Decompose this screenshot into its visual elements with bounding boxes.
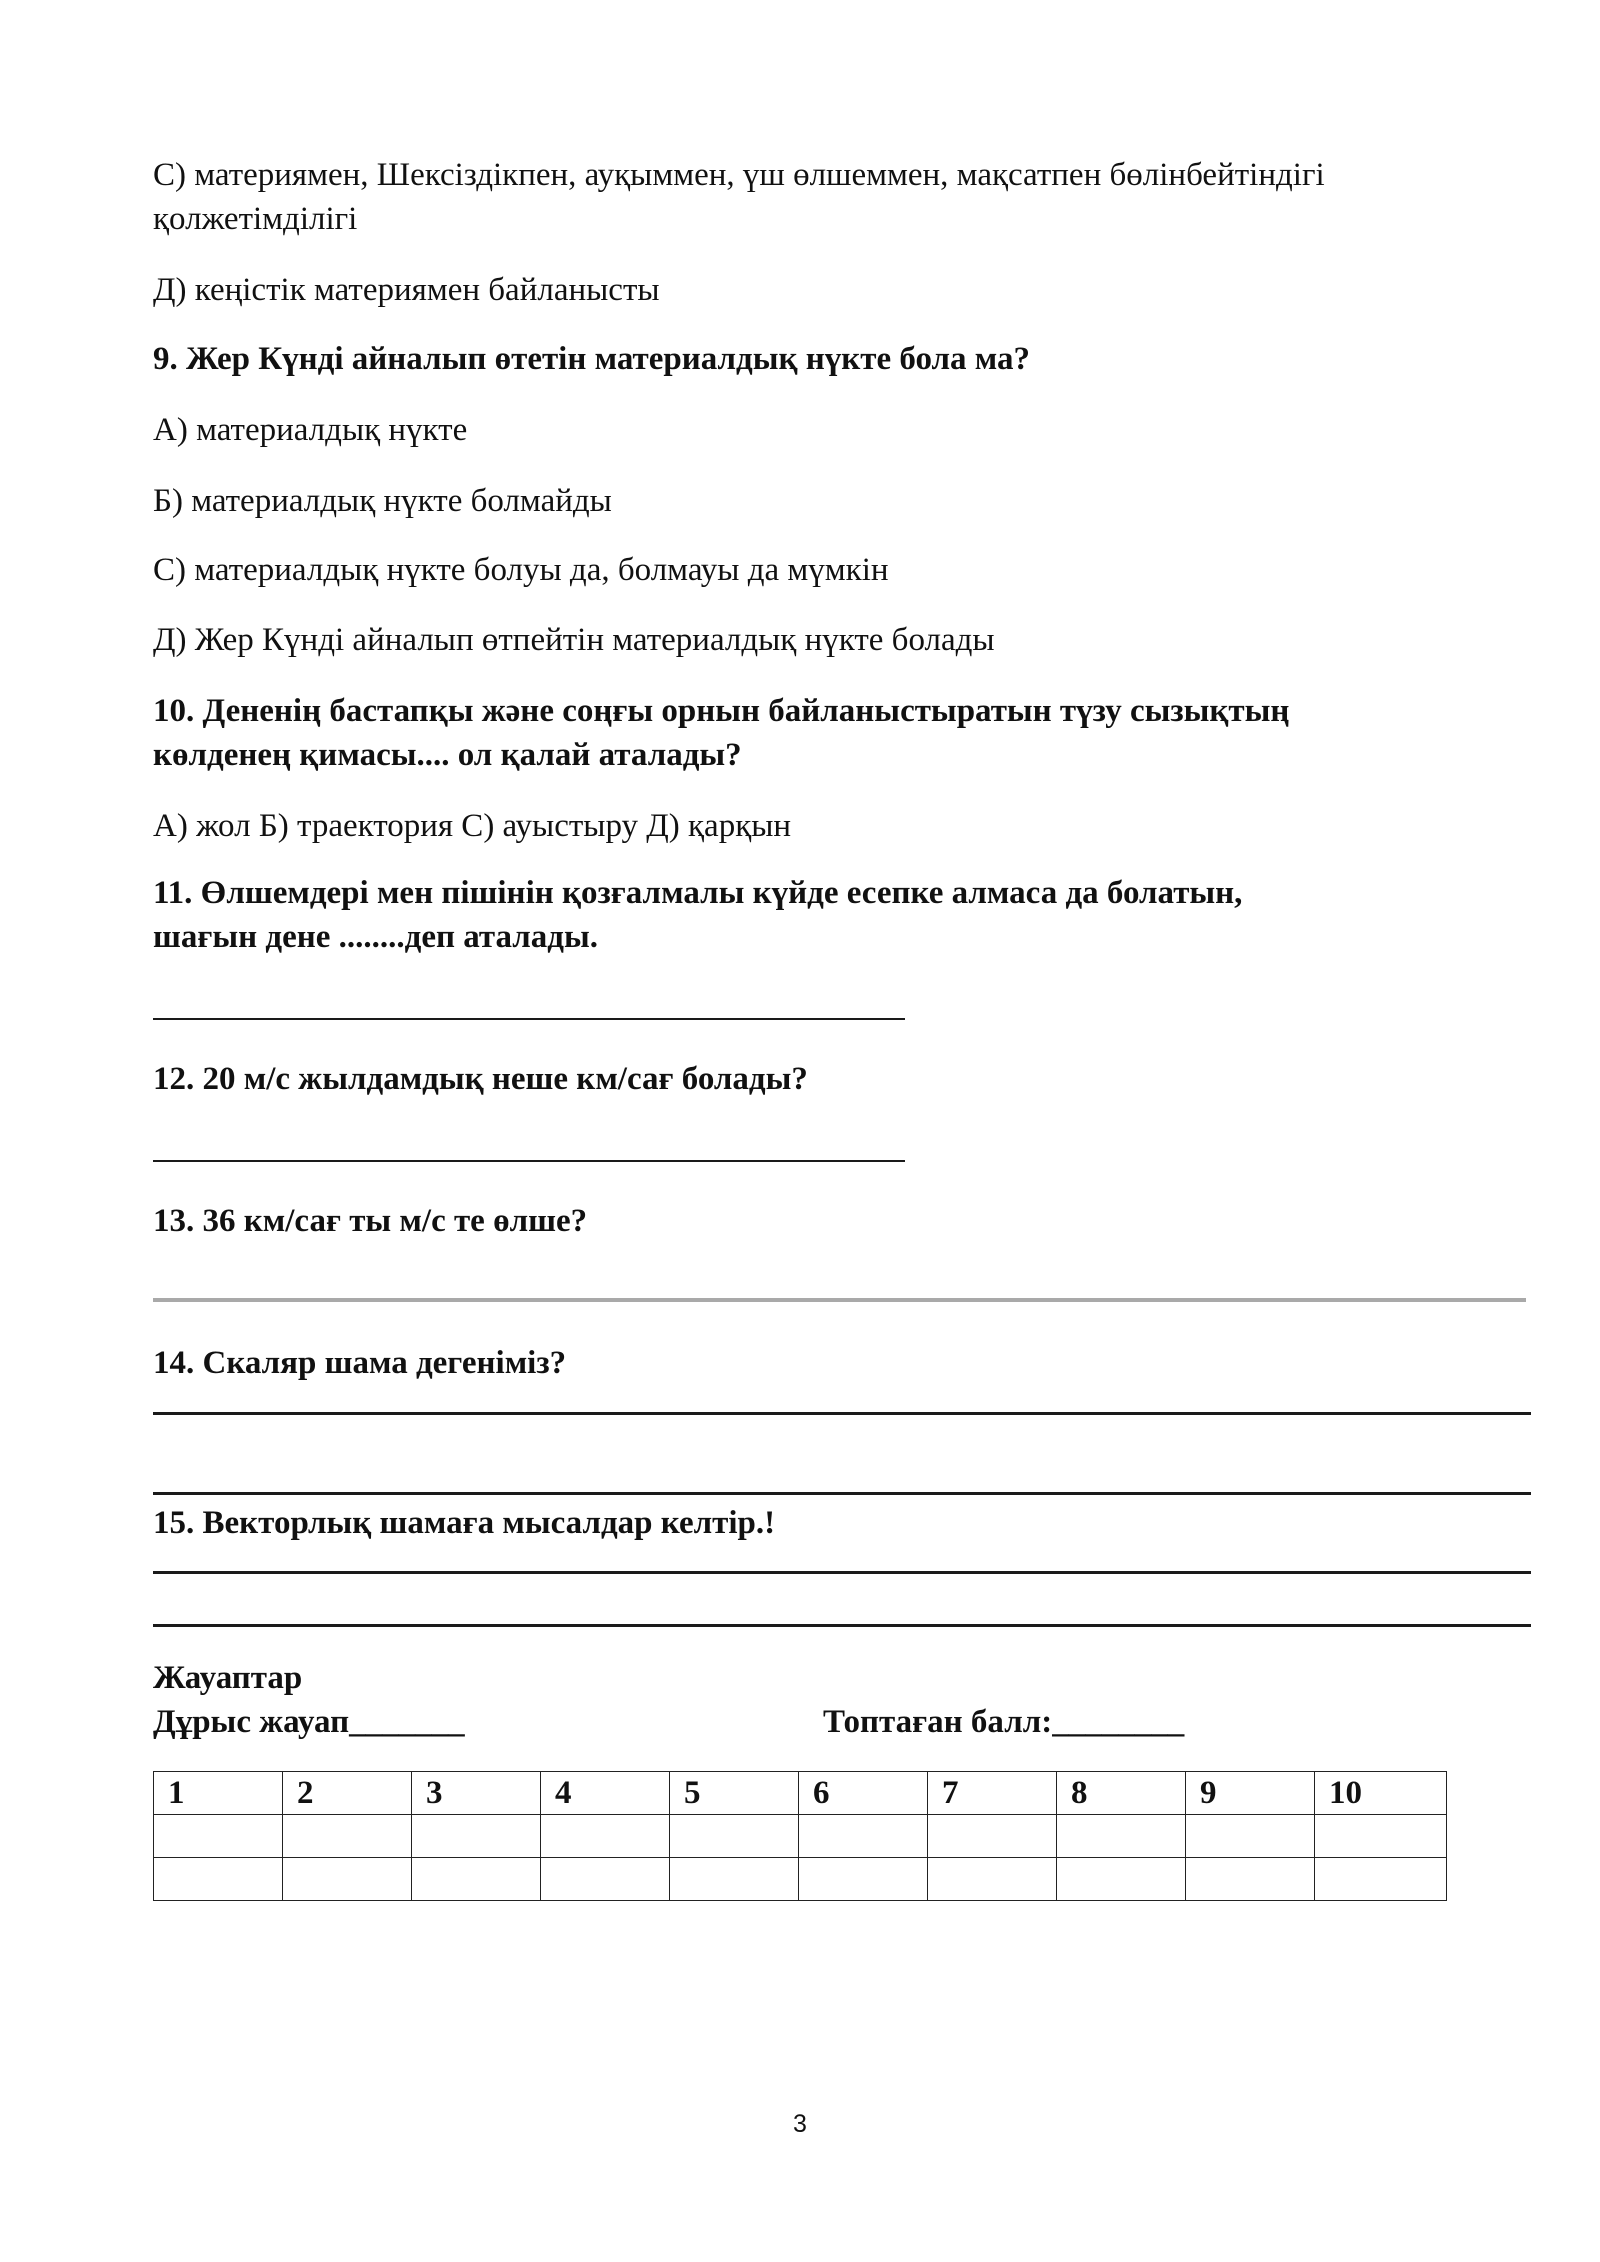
q11-question-line2: шағын дене ........деп аталады.	[153, 919, 599, 955]
answers-table-cell[interactable]	[1315, 1858, 1447, 1901]
q9-option-a: А) материалдық нүкте	[153, 412, 468, 448]
answers-table-header-cell: 2	[283, 1772, 412, 1815]
answers-table-cell[interactable]	[1057, 1858, 1186, 1901]
answers-table-header-cell: 8	[1057, 1772, 1186, 1815]
answers-table-cell[interactable]	[1186, 1815, 1315, 1858]
answers-table-header-cell: 6	[799, 1772, 928, 1815]
q13-question: 13. 36 км/сағ ты м/с те өлше?	[153, 1203, 588, 1239]
answers-table-cell[interactable]	[670, 1858, 799, 1901]
answers-table-header-cell: 1	[154, 1772, 283, 1815]
answers-table	[153, 1771, 1447, 1901]
answers-table-cell[interactable]	[412, 1858, 541, 1901]
answers-table-header-cell: 7	[928, 1772, 1057, 1815]
answers-table-cell[interactable]	[541, 1815, 670, 1858]
q10-question-line2: көлденең қимасы.... ол қалай аталады?	[153, 737, 742, 773]
answers-table-cell[interactable]	[154, 1858, 283, 1901]
answers-table-cell[interactable]	[1186, 1858, 1315, 1901]
q14-question: 14. Скаляр шама дегеніміз?	[153, 1345, 567, 1381]
answers-table-cell[interactable]	[670, 1815, 799, 1858]
answers-table-header-cell: 3	[412, 1772, 541, 1815]
q11-question-line1: 11. Өлшемдері мен пішінін қозғалмалы күйде есепке алмаса да болатын,	[153, 875, 1243, 911]
answers-table-cell[interactable]	[283, 1815, 412, 1858]
q15-answer-line-2[interactable]	[153, 1624, 1531, 1627]
answers-table-cell[interactable]	[928, 1858, 1057, 1901]
q12-answer-line[interactable]	[153, 1160, 905, 1162]
q9-option-c: С) материалдық нүкте болуы да, болмауы да мүмкін	[153, 552, 889, 588]
answers-table-cell[interactable]	[799, 1815, 928, 1858]
q15-answer-line-1[interactable]	[153, 1571, 1531, 1574]
q11-answer-line[interactable]	[153, 1018, 905, 1020]
q10-question-line1: 10. Дененің бастапқы және соңғы орнын байланыстыратын түзу сызықтың	[153, 693, 1290, 729]
answers-heading: Жауаптар	[153, 1660, 303, 1696]
q9-option-d: Д) Жер Күнді айналып өтпейтін материалдық нүкте болады	[153, 622, 995, 658]
answers-table-cell[interactable]	[283, 1858, 412, 1901]
page-number: 3	[793, 2110, 807, 2138]
correct-answer-label: Дұрыс жауап_______	[153, 1704, 465, 1740]
answers-table-header-cell: 9	[1186, 1772, 1315, 1815]
answers-table-cell[interactable]	[154, 1815, 283, 1858]
answers-table-cell[interactable]	[1315, 1815, 1447, 1858]
q9-option-b: Б) материалдық нүкте болмайды	[153, 483, 612, 519]
answers-table-row	[154, 1858, 1447, 1901]
answers-table-header-cell: 5	[670, 1772, 799, 1815]
q12-question: 12. 20 м/с жылдамдық неше км/сағ болады?	[153, 1061, 808, 1097]
answers-table-cell[interactable]	[412, 1815, 541, 1858]
answers-table-cell[interactable]	[799, 1858, 928, 1901]
q14-answer-line-1[interactable]	[153, 1412, 1531, 1415]
q13-answer-line[interactable]	[153, 1298, 1526, 1302]
q9-question: 9. Жер Күнді айналып өтетін материалдық нүкте бола ма?	[153, 341, 1031, 377]
q8-option-d: Д) кеңістік материямен байланысты	[153, 272, 660, 308]
answers-table-cell[interactable]	[541, 1858, 670, 1901]
q8-option-c-line2: қолжетімділігі	[153, 201, 358, 237]
answers-table-row	[154, 1815, 1447, 1858]
answers-table-header-cell: 10	[1315, 1772, 1447, 1815]
answers-table-cell[interactable]	[928, 1815, 1057, 1858]
answers-table-header-cell: 4	[541, 1772, 670, 1815]
answers-table-header-row	[154, 1772, 1447, 1815]
score-label: Топтаған балл:________	[823, 1704, 1185, 1740]
q14-answer-line-2[interactable]	[153, 1492, 1531, 1495]
q15-question: 15. Векторлық шамаға мысалдар келтір.!	[153, 1505, 776, 1541]
q10-options: А) жол Б) траектория С) ауыстыру Д) қарқын	[153, 808, 792, 844]
answers-table-cell[interactable]	[1057, 1815, 1186, 1858]
q8-option-c-line1: С) материямен, Шексіздікпен, ауқыммен, үш өлшеммен, мақсатпен бөлінбейтіндігі	[153, 157, 1325, 193]
